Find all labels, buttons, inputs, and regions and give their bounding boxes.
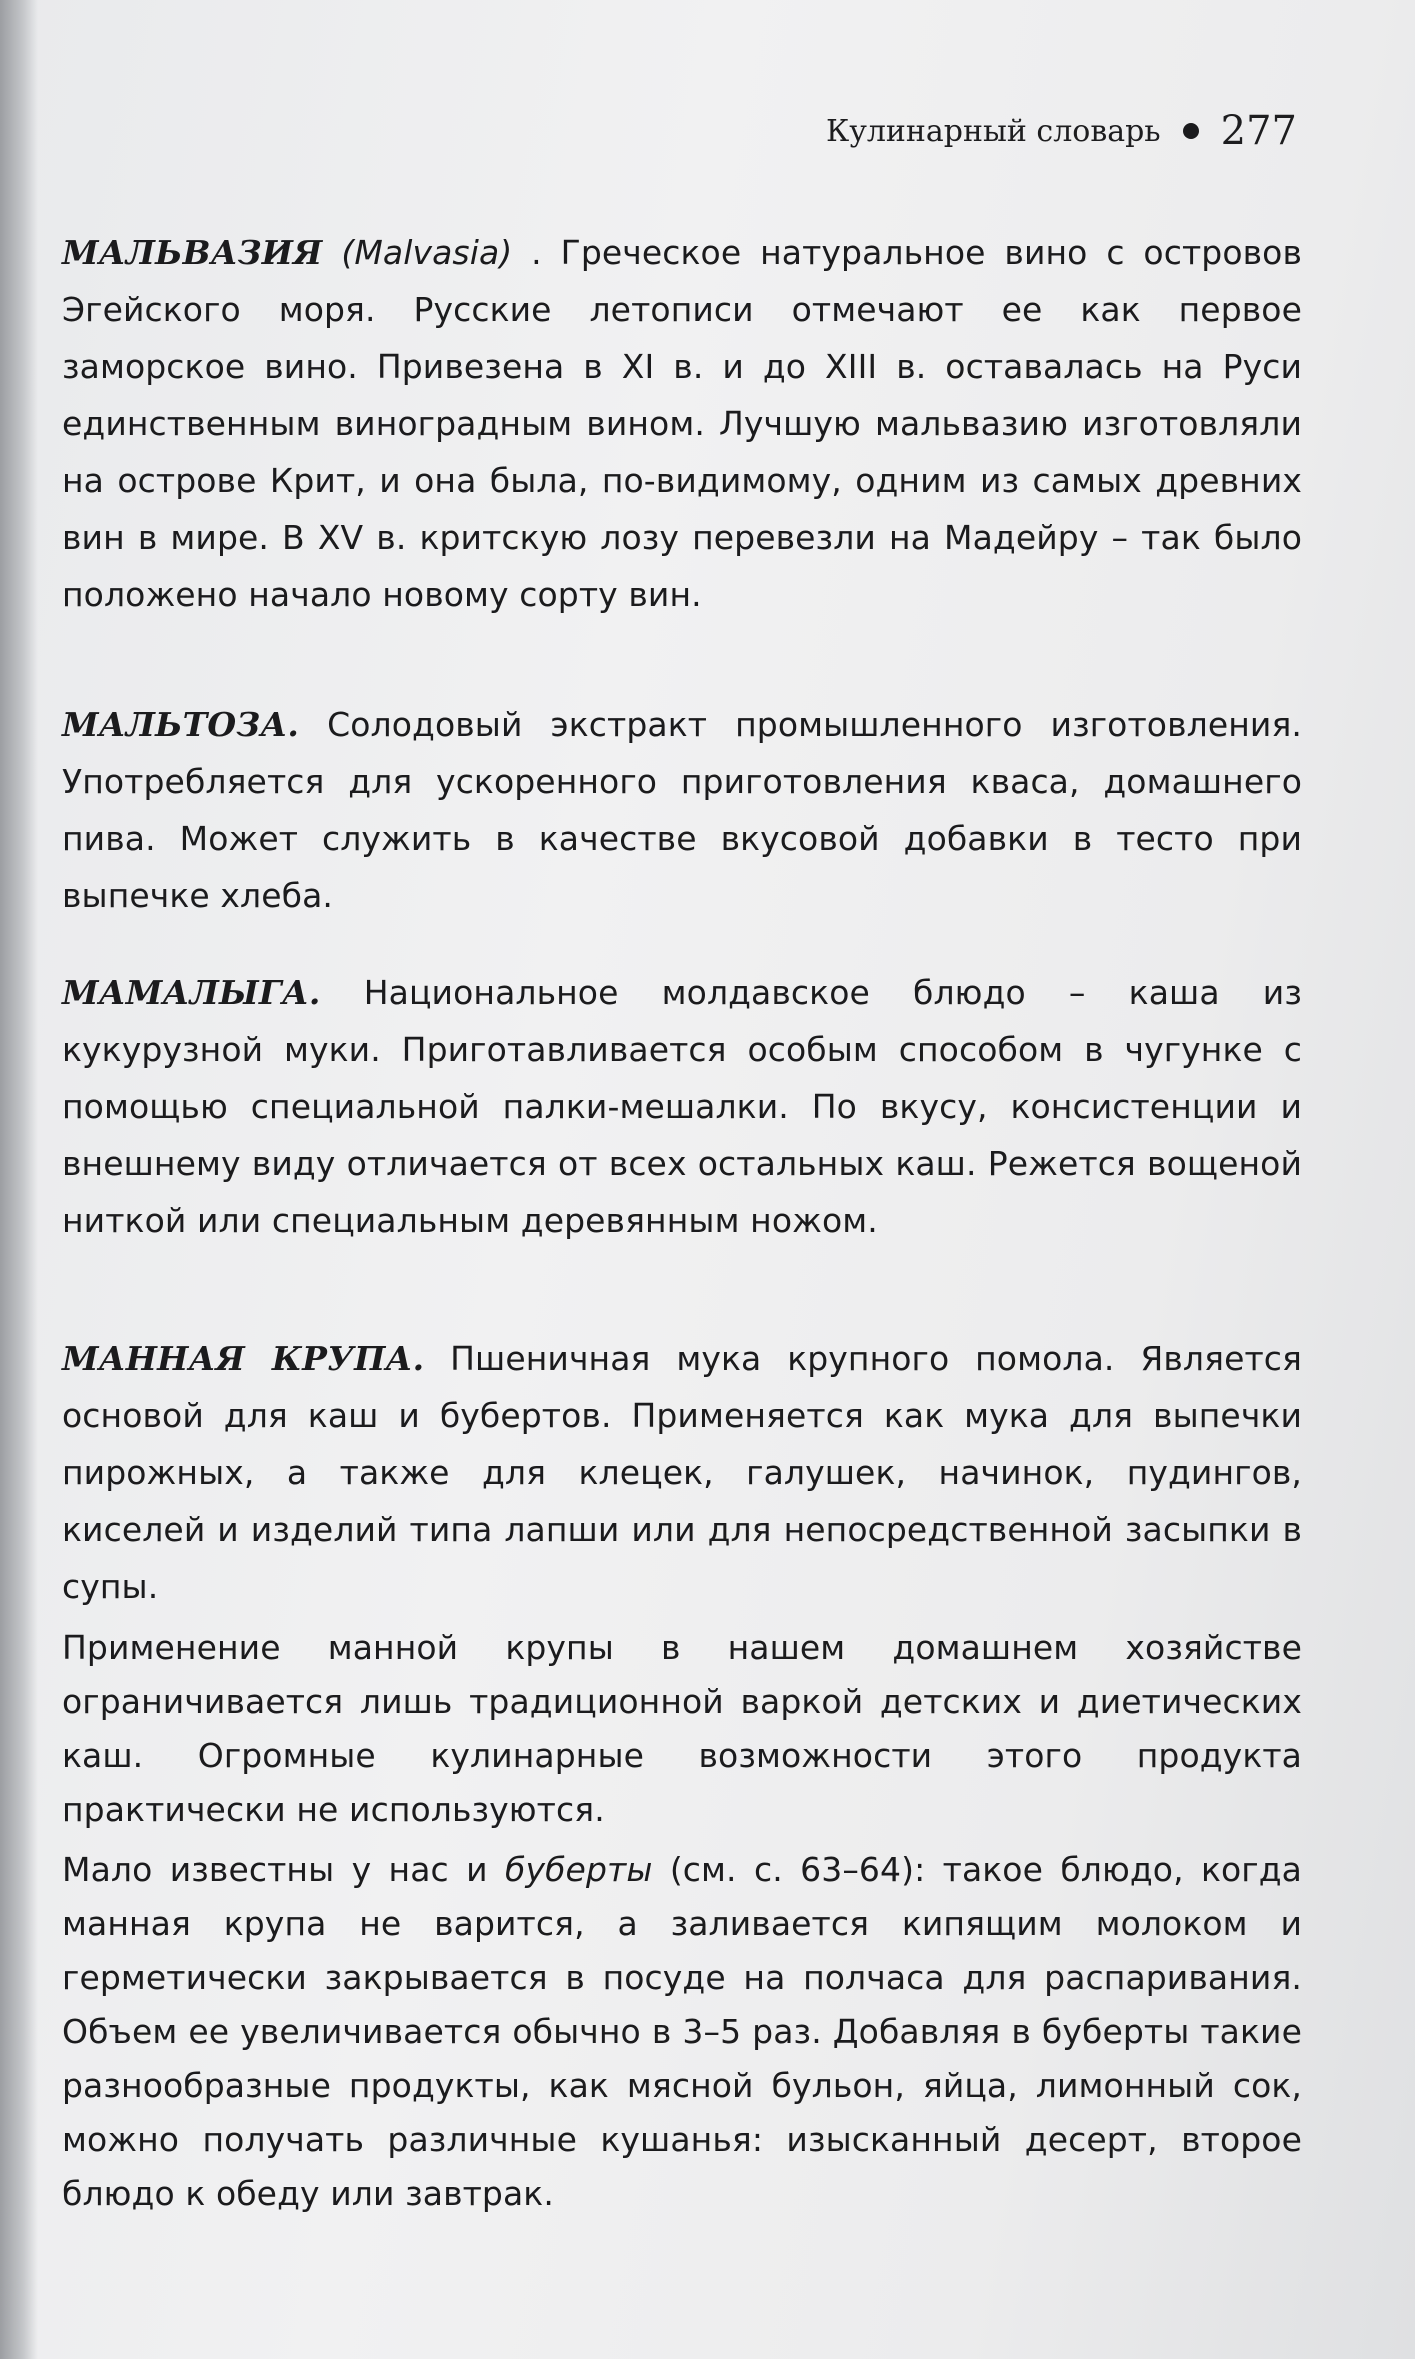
entry-text: . Греческое натуральное вино с островов Эгейского моря. Русские летописи отмечают ее как первое заморское вино. Привезена в XI в. и до XIII в. оставалась на Руси единственным виноградным вином. Лучшую мальвазию изготовляли на острове Крит, и она была, по-видимому, одним из самых древних вин в мире. В XV в. критскую лозу перевезли на Мадейру – так было положено начало новому сорту вин. [62, 233, 1303, 614]
running-head [826, 108, 1297, 154]
page-number: 277 [1220, 108, 1297, 154]
entry-text: Солодовый экстракт промышленного изготовления. Употребляется для ускоренного приготовления кваса, домашнего пива. Может служить в качестве вкусовой добавки в тесто при выпечке хлеба. [62, 705, 1302, 915]
entry-paragraph [62, 964, 1302, 1249]
entry-paragraph [62, 696, 1302, 924]
italic-term: буберты [505, 1850, 653, 1889]
entry-text: Национальное молдавское блюдо – каша из кукурузной муки. Приготавливается особым способом в чугунке с помощью специальной палки-мешалки. По вкусу, консистенции и внешнему виду отличается от всех остальных каш. Режется вощеной ниткой или специальным деревянным ножом. [62, 973, 1302, 1240]
entry-text: Мало известны у нас и [62, 1850, 506, 1889]
book-spine-shadow [0, 0, 38, 2359]
entry-maltoza [62, 696, 1302, 930]
entry-malvasia [62, 224, 1302, 629]
entry-headword: МАННАЯ КРУПА. [62, 1339, 425, 1378]
entry-headword: МАЛЬВАЗИЯ [62, 233, 323, 272]
bullet-icon [1183, 123, 1199, 139]
latin-name: (Malvasia) [341, 233, 513, 272]
running-title: Кулинарный словарь [825, 113, 1161, 149]
entry-text: Пшеничная мука крупного помола. Является основой для каш и бубертов. Применяется как мука для выпечки пирожных, а также для клецек, галушек, начинок, пудингов, киселей и изделий типа лапши или для непосредственной засыпки в супы. [62, 1339, 1302, 1606]
entry-paragraph [62, 1843, 1302, 2221]
entry-paragraph [62, 1330, 1302, 1615]
entry-headword: МАЛЬТОЗА. [62, 705, 300, 744]
entry-mannaya-krupa [62, 1330, 1302, 2227]
entry-paragraph [62, 224, 1302, 623]
entry-headword: МАМАЛЫГА. [62, 973, 321, 1012]
entry-text: (см. с. 63–64): такое блюдо, когда манная крупа не варится, а заливается кипящим молоком и герметически закрывается в посуде на полчаса для распаривания. Объем ее увеличивается обычно в 3–5 раз. Добавляя в буберты такие разнообразные продукты, как мясной бульон, яйца, лимонный сок, можно получать различные кушанья: изысканный десерт, второе блюдо к обеду или завтрак. [62, 1850, 1302, 2213]
entry-mamalyga [62, 964, 1302, 1255]
entry-paragraph: Применение манной крупы в нашем домашнем хозяйстве ограничивается лишь традиционной варкой детских и диетических каш. Огромные кулинарные возможности этого продукта практически не используются. [62, 1628, 1302, 1829]
